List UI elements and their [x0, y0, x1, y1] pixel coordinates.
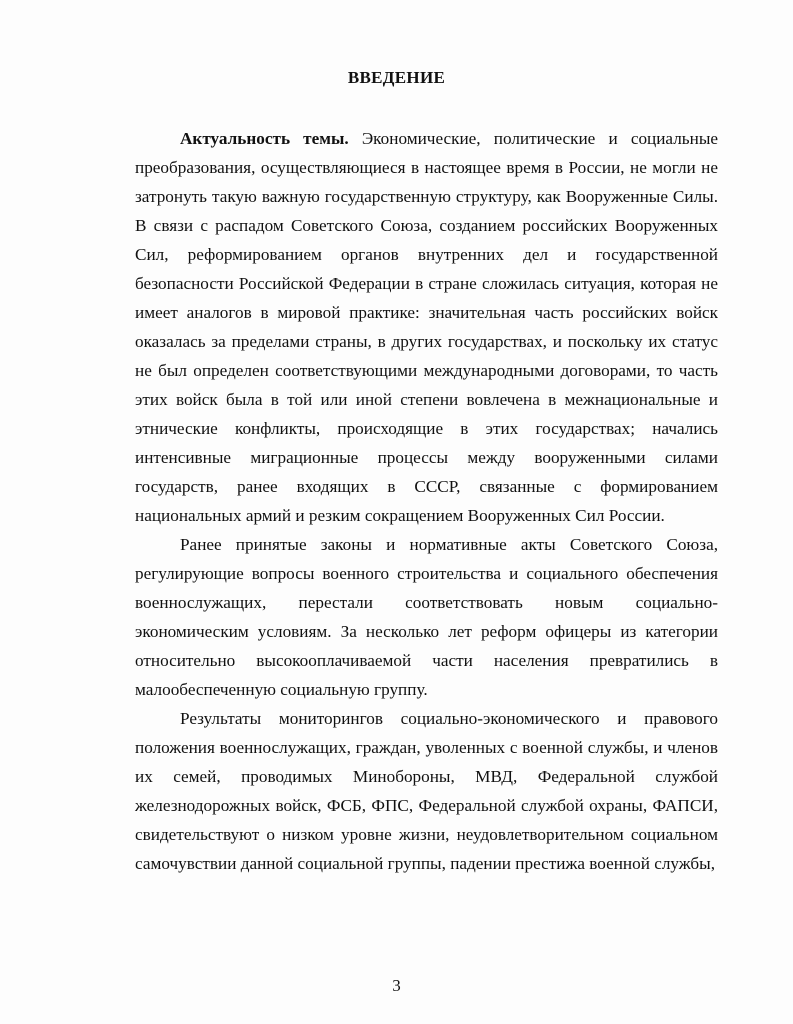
page-title: ВВЕДЕНИЕ: [347, 68, 446, 87]
page-number: 3: [392, 976, 401, 995]
paragraph-laws: [135, 530, 718, 704]
paragraph-text: Ранее принятые законы и нормативные акты Советского Союза, регулирующие вопросы военного строительства и социального обеспечения военнослужащих, перестали соответствовать новым социально-экономическим условиям. За несколько лет реформ офицеры из категории относительно высокооплачиваемой части населения превратились в малообеспеченную социальную группу.: [135, 535, 718, 699]
document-body: [135, 124, 718, 878]
paragraph-text: Экономические, политические и социальные преобразования, осуществляющиеся в настоящее время в России, не могли не затронуть такую важную государственную структуру, как Вооруженные Силы. В связи с распадом Советского Союза, созданием российских Вооруженных Сил, реформированием органов внутренних дел и государственной безопасности Российской Федерации в стране сложилась ситуация, которая не имеет аналогов в мировой практике: значительная часть российских войск оказалась за пределами страны, в других государствах, и поскольку их статус не был определен соответствующими международными договорами, то часть этих войск была в той или иной степени вовлечена в межнациональные и этнические конфликты, происходящие в этих государствах; начались интенсивные миграционные процессы между вооруженными силами государств, ранее входящих в СССР, связанные с формированием национальных армий и резким сокращением Вооруженных Сил России.: [135, 129, 719, 525]
paragraph-monitoring: [135, 704, 718, 878]
paragraph-lead-heading: Актуальность темы.: [180, 129, 349, 148]
paragraph-text: Результаты мониторингов социально-экономического и правового положения военнослужащих, граждан, уволенных с военной службы, и членов их семей, проводимых Минобороны, МВД, Федеральной службой железнодорожных войск, ФСБ, ФПС, Федеральной службой охраны, ФАПСИ, свидетельствуют о низком уровне жизни, неудовлетворительном социальном самочувствии данной социальной группы, падении престижа военной службы,: [135, 709, 718, 873]
paragraph-relevance: [135, 124, 718, 530]
